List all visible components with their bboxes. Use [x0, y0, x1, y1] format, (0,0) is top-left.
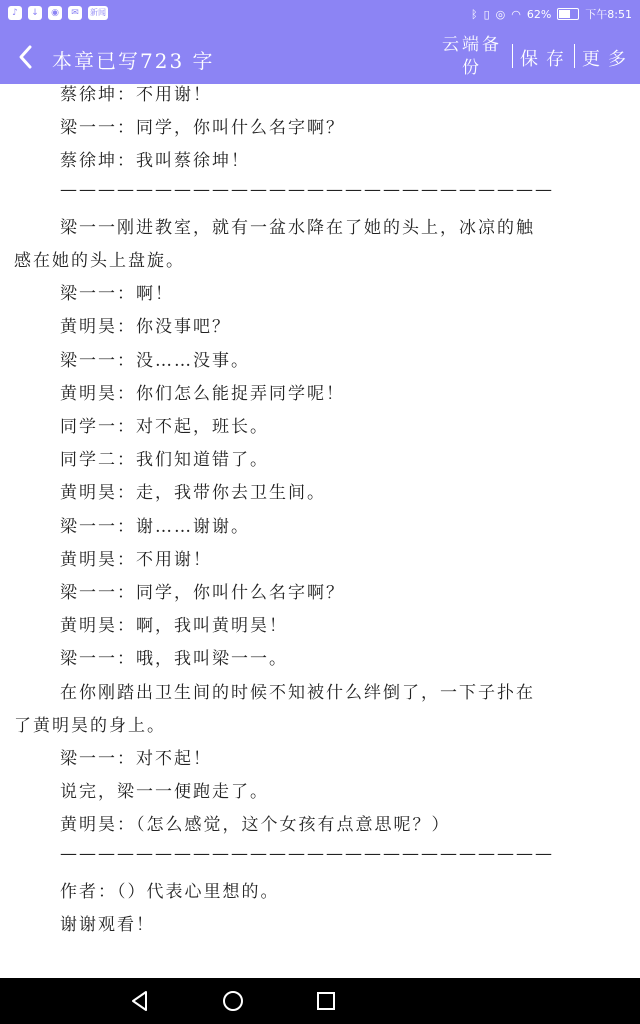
save-button[interactable]: 保存 [520, 49, 572, 70]
text-line: 黄明昊：你没事吧？ [60, 317, 231, 338]
text-line: 黄明昊：走，我带你去卫生间。 [60, 483, 326, 504]
text-line: 蔡徐坤：不用谢！ [60, 85, 212, 105]
nav-back-button[interactable] [128, 989, 152, 1013]
text-line: 了黄明昊的身上。 [14, 715, 166, 736]
text-line: 梁一一：哦，我叫梁一一。 [60, 649, 288, 670]
text-line: 梁一一：谢……谢谢。 [60, 516, 250, 537]
wifi-icon: ◠ [511, 7, 521, 21]
text-line: 黄明昊：（怎么感觉，这个女孩有点意思呢？） [60, 815, 451, 836]
text-line: 黄明昊：你们怎么能捉弄同学呢！ [60, 383, 345, 404]
text-line: 黄明昊：啊，我叫黄明昊！ [60, 616, 288, 637]
text-line: 同学二：我们知道错了。 [60, 450, 269, 471]
editor-content[interactable] [0, 84, 640, 978]
navigation-bar [0, 978, 640, 1024]
home-circle-icon [221, 989, 245, 1013]
text-line: 同学一：对不起，班长。 [60, 417, 269, 437]
back-triangle-icon [128, 989, 152, 1013]
more-button[interactable]: 更多 [582, 49, 634, 70]
text-line: 梁一一：同学，你叫什么名字啊？ [60, 118, 345, 139]
cloud-backup-button[interactable] [440, 34, 504, 80]
text-line: 梁一一：没……没事。 [60, 350, 250, 371]
cloud-backup-label-line1: 云端备 [442, 35, 502, 55]
app-bar [0, 30, 640, 84]
status-left-icons [8, 6, 108, 20]
text-line: 说完，梁一一便跑走了。 [60, 782, 269, 803]
battery-level-fill [559, 10, 570, 18]
text-line: 感在她的头上盘旋。 [14, 251, 185, 271]
text-line: 梁一一：对不起！ [60, 749, 212, 769]
tiktok-icon: ♪ [8, 6, 22, 20]
text-line: 梁一一刚进教室，就有一盆水降在了她的头上，冰凉的触 [60, 217, 535, 238]
text-line: 在你刚踏出卫生间的时候不知被什么绊倒了，一下子扑在 [60, 682, 535, 703]
divider [512, 44, 513, 68]
text-line: —————————————————————————— [60, 179, 554, 200]
download-icon: ↓ [28, 6, 42, 20]
recents-square-icon [314, 989, 338, 1013]
chevron-left-icon [12, 43, 40, 71]
text-line: 梁一一：啊！ [60, 284, 174, 305]
text-line: 谢谢观看！ [60, 915, 155, 935]
text-line: 作者：（）代表心里想的。 [60, 881, 280, 902]
divider [574, 44, 575, 68]
text-line: —————————————————————————— [60, 843, 554, 864]
battery-icon [557, 8, 579, 20]
nav-home-button[interactable] [221, 989, 245, 1013]
text-line: 黄明昊：不用谢！ [60, 549, 212, 570]
status-right-icons [471, 6, 632, 22]
eye-comfort-icon: ◎ [495, 7, 506, 21]
news-app-icon: 新闻 [88, 6, 108, 20]
page-title: 本章已写723 字 [52, 49, 215, 73]
text-line: 蔡徐坤：我叫蔡徐坤！ [60, 151, 250, 172]
vibrate-icon: ▯ [483, 7, 490, 21]
cloud-backup-label-line2: 份 [462, 58, 482, 78]
qq-browser-icon: ◉ [48, 6, 62, 20]
back-button[interactable] [12, 43, 40, 71]
battery-percent: 62% [526, 7, 552, 21]
bluetooth-icon: ᛒ [470, 7, 478, 21]
status-bar [0, 0, 640, 30]
nav-recents-button[interactable] [314, 989, 338, 1013]
wechat-icon: ✉ [68, 6, 82, 20]
text-line: 梁一一：同学，你叫什么名字啊？ [60, 583, 345, 603]
clock: 下午8:51 [585, 8, 632, 21]
